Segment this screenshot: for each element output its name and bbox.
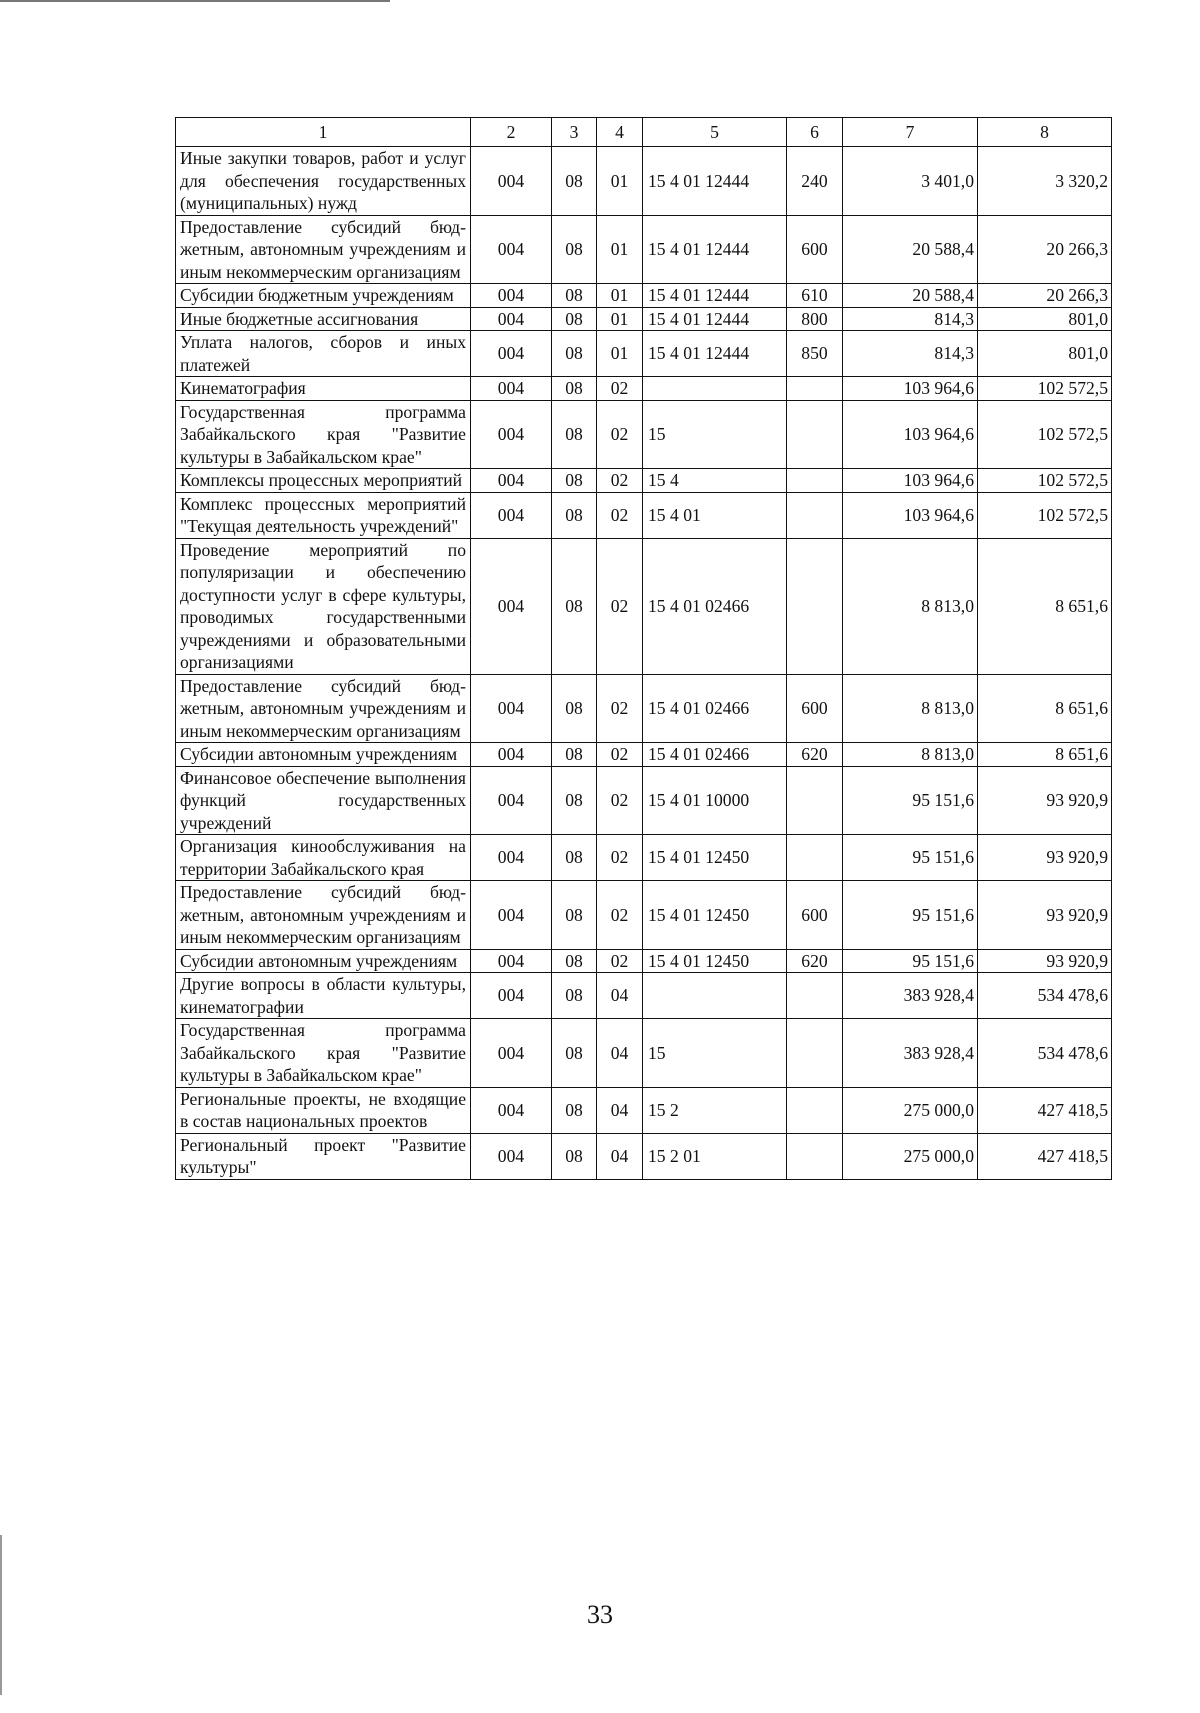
column-header: 6 xyxy=(787,118,843,147)
target-article-cell: 15 4 01 12444 xyxy=(643,147,787,216)
row-name-cell: Региональные проекты, не входящие в состав национальных проектов xyxy=(176,1087,471,1133)
section-code-cell: 08 xyxy=(552,881,597,950)
target-article-cell xyxy=(643,377,787,401)
admin-code-cell: 004 xyxy=(471,538,552,674)
admin-code-cell: 004 xyxy=(471,881,552,950)
subsection-code-cell: 02 xyxy=(597,881,643,950)
amount-year2-cell: 8 651,6 xyxy=(978,674,1112,743)
expense-type-cell: 800 xyxy=(787,307,843,331)
table-row xyxy=(176,307,1112,331)
target-article-cell: 15 4 01 xyxy=(643,492,787,538)
subsection-code-cell: 02 xyxy=(597,674,643,743)
target-article-cell: 15 4 01 12450 xyxy=(643,835,787,881)
row-name-cell: Кинематография xyxy=(176,377,471,401)
section-code-cell: 08 xyxy=(552,949,597,973)
expense-type-cell xyxy=(787,835,843,881)
table-row xyxy=(176,215,1112,284)
table-row xyxy=(176,469,1112,493)
table-row xyxy=(176,766,1112,835)
amount-year2-cell: 534 478,6 xyxy=(978,973,1112,1019)
admin-code-cell: 004 xyxy=(471,674,552,743)
row-name-cell: Иные закупки товаров, работ и услуг для обеспечения государственных (муниципальных) нужд xyxy=(176,147,471,216)
admin-code-cell: 004 xyxy=(471,743,552,767)
section-code-cell: 08 xyxy=(552,377,597,401)
section-code-cell: 08 xyxy=(552,538,597,674)
section-code-cell: 08 xyxy=(552,307,597,331)
amount-year1-cell: 95 151,6 xyxy=(843,881,978,950)
admin-code-cell: 004 xyxy=(471,215,552,284)
amount-year2-cell: 20 266,3 xyxy=(978,215,1112,284)
expense-type-cell xyxy=(787,538,843,674)
subsection-code-cell: 04 xyxy=(597,1087,643,1133)
table-row xyxy=(176,1087,1112,1133)
subsection-code-cell: 04 xyxy=(597,1019,643,1088)
admin-code-cell: 004 xyxy=(471,331,552,377)
expense-type-cell: 600 xyxy=(787,674,843,743)
table-row xyxy=(176,743,1112,767)
section-code-cell: 08 xyxy=(552,743,597,767)
table-row xyxy=(176,400,1112,469)
amount-year1-cell: 275 000,0 xyxy=(843,1133,978,1179)
section-code-cell: 08 xyxy=(552,1087,597,1133)
amount-year2-cell: 102 572,5 xyxy=(978,469,1112,493)
amount-year1-cell: 95 151,6 xyxy=(843,766,978,835)
amount-year2-cell: 93 920,9 xyxy=(978,835,1112,881)
row-name-cell: Предоставление субсидий бюджетным, автономным учреждениям и иным некоммерческим организациям xyxy=(176,674,471,743)
subsection-code-cell: 04 xyxy=(597,1133,643,1179)
admin-code-cell: 004 xyxy=(471,469,552,493)
amount-year2-cell: 8 651,6 xyxy=(978,743,1112,767)
section-code-cell: 08 xyxy=(552,766,597,835)
section-code-cell: 08 xyxy=(552,973,597,1019)
subsection-code-cell: 02 xyxy=(597,400,643,469)
row-name-cell: Другие вопросы в области культуры, кинематографии xyxy=(176,973,471,1019)
amount-year1-cell: 103 964,6 xyxy=(843,469,978,493)
subsection-code-cell: 02 xyxy=(597,743,643,767)
expense-type-cell: 240 xyxy=(787,147,843,216)
target-article-cell: 15 4 01 12444 xyxy=(643,307,787,331)
expense-type-cell xyxy=(787,469,843,493)
admin-code-cell: 004 xyxy=(471,147,552,216)
amount-year1-cell: 8 813,0 xyxy=(843,538,978,674)
row-name-cell: Комплексы процессных мероприятий xyxy=(176,469,471,493)
row-name-cell: Предоставление субсидий бюджетным, автономным учреждениям и иным некоммерческим организациям xyxy=(176,881,471,950)
amount-year2-cell: 102 572,5 xyxy=(978,400,1112,469)
amount-year2-cell: 801,0 xyxy=(978,307,1112,331)
section-code-cell: 08 xyxy=(552,400,597,469)
amount-year1-cell: 8 813,0 xyxy=(843,743,978,767)
amount-year1-cell: 275 000,0 xyxy=(843,1087,978,1133)
admin-code-cell: 004 xyxy=(471,400,552,469)
subsection-code-cell: 01 xyxy=(597,147,643,216)
table-row xyxy=(176,1133,1112,1179)
target-article-cell: 15 4 01 10000 xyxy=(643,766,787,835)
row-name-cell: Уплата налогов, сборов и иных платежей xyxy=(176,331,471,377)
subsection-code-cell: 04 xyxy=(597,973,643,1019)
column-header: 2 xyxy=(471,118,552,147)
section-code-cell: 08 xyxy=(552,674,597,743)
row-name-cell: Субсидии автономным учреждениям xyxy=(176,743,471,767)
row-name-cell: Субсидии бюджетным учреждениям xyxy=(176,284,471,308)
amount-year2-cell: 93 920,9 xyxy=(978,949,1112,973)
column-header: 7 xyxy=(843,118,978,147)
table-row xyxy=(176,835,1112,881)
expense-type-cell: 620 xyxy=(787,743,843,767)
row-name-cell: Организация кинообслуживания на территории Забайкальского края xyxy=(176,835,471,881)
amount-year1-cell: 3 401,0 xyxy=(843,147,978,216)
expense-type-cell: 600 xyxy=(787,215,843,284)
admin-code-cell: 004 xyxy=(471,766,552,835)
subsection-code-cell: 02 xyxy=(597,469,643,493)
amount-year2-cell: 534 478,6 xyxy=(978,1019,1112,1088)
admin-code-cell: 004 xyxy=(471,1019,552,1088)
table-body xyxy=(176,118,1112,1180)
column-header: 4 xyxy=(597,118,643,147)
expense-type-cell xyxy=(787,973,843,1019)
amount-year2-cell: 20 266,3 xyxy=(978,284,1112,308)
amount-year1-cell: 814,3 xyxy=(843,331,978,377)
table-row xyxy=(176,538,1112,674)
expense-type-cell: 600 xyxy=(787,881,843,950)
subsection-code-cell: 02 xyxy=(597,766,643,835)
expense-type-cell: 610 xyxy=(787,284,843,308)
amount-year1-cell: 95 151,6 xyxy=(843,835,978,881)
section-code-cell: 08 xyxy=(552,215,597,284)
row-name-cell: Комплекс процессных мероприятий "Текущая деятельность учреждений" xyxy=(176,492,471,538)
admin-code-cell: 004 xyxy=(471,492,552,538)
row-name-cell: Иные бюджетные ассигнования xyxy=(176,307,471,331)
subsection-code-cell: 01 xyxy=(597,215,643,284)
target-article-cell: 15 4 01 12444 xyxy=(643,215,787,284)
admin-code-cell: 004 xyxy=(471,1087,552,1133)
target-article-cell: 15 4 01 12444 xyxy=(643,331,787,377)
amount-year1-cell: 383 928,4 xyxy=(843,1019,978,1088)
section-code-cell: 08 xyxy=(552,835,597,881)
target-article-cell xyxy=(643,973,787,1019)
expense-type-cell xyxy=(787,1019,843,1088)
admin-code-cell: 004 xyxy=(471,284,552,308)
table-row xyxy=(176,973,1112,1019)
target-article-cell: 15 2 01 xyxy=(643,1133,787,1179)
row-name-cell: Государственная программа Забайкальского края "Развитие культуры в Забайкальском крае" xyxy=(176,1019,471,1088)
target-article-cell: 15 4 01 02466 xyxy=(643,674,787,743)
scan-edge-top xyxy=(0,0,390,2)
expense-type-cell xyxy=(787,492,843,538)
table-row xyxy=(176,492,1112,538)
amount-year2-cell: 102 572,5 xyxy=(978,377,1112,401)
row-name-cell: Государственная программа Забайкальского края "Развитие культуры в Забайкальском крае" xyxy=(176,400,471,469)
expense-type-cell xyxy=(787,400,843,469)
column-header: 3 xyxy=(552,118,597,147)
table-row xyxy=(176,881,1112,950)
amount-year2-cell: 427 418,5 xyxy=(978,1087,1112,1133)
section-code-cell: 08 xyxy=(552,1019,597,1088)
section-code-cell: 08 xyxy=(552,492,597,538)
amount-year1-cell: 383 928,4 xyxy=(843,973,978,1019)
table-row xyxy=(176,284,1112,308)
section-code-cell: 08 xyxy=(552,147,597,216)
subsection-code-cell: 01 xyxy=(597,331,643,377)
section-code-cell: 08 xyxy=(552,331,597,377)
amount-year1-cell: 814,3 xyxy=(843,307,978,331)
row-name-cell: Финансовое обеспечение выполнения функций государственных учреждений xyxy=(176,766,471,835)
expense-type-cell: 850 xyxy=(787,331,843,377)
amount-year2-cell: 93 920,9 xyxy=(978,766,1112,835)
target-article-cell: 15 4 xyxy=(643,469,787,493)
amount-year1-cell: 103 964,6 xyxy=(843,400,978,469)
subsection-code-cell: 02 xyxy=(597,949,643,973)
budget-table xyxy=(175,117,1112,1180)
amount-year2-cell: 8 651,6 xyxy=(978,538,1112,674)
admin-code-cell: 004 xyxy=(471,973,552,1019)
admin-code-cell: 004 xyxy=(471,835,552,881)
section-code-cell: 08 xyxy=(552,469,597,493)
page-number: 33 xyxy=(587,1600,613,1629)
target-article-cell: 15 xyxy=(643,1019,787,1088)
table-row xyxy=(176,949,1112,973)
amount-year2-cell: 93 920,9 xyxy=(978,881,1112,950)
row-name-cell: Проведение мероприятий по популяризации и обеспечению доступности услуг в сфере культуры, проводимых государственными учреждениями и образовательными организациями xyxy=(176,538,471,674)
table-header-row xyxy=(176,118,1112,147)
subsection-code-cell: 01 xyxy=(597,307,643,331)
admin-code-cell: 004 xyxy=(471,949,552,973)
expense-type-cell xyxy=(787,766,843,835)
target-article-cell: 15 4 01 02466 xyxy=(643,538,787,674)
subsection-code-cell: 02 xyxy=(597,835,643,881)
amount-year1-cell: 8 813,0 xyxy=(843,674,978,743)
column-header: 1 xyxy=(176,118,471,147)
target-article-cell: 15 4 01 02466 xyxy=(643,743,787,767)
column-header: 8 xyxy=(978,118,1112,147)
amount-year1-cell: 95 151,6 xyxy=(843,949,978,973)
row-name-cell: Предоставление субсидий бюджетным, автономным учреждениям и иным некоммерческим организациям xyxy=(176,215,471,284)
table-row xyxy=(176,147,1112,216)
target-article-cell: 15 2 xyxy=(643,1087,787,1133)
amount-year2-cell: 427 418,5 xyxy=(978,1133,1112,1179)
admin-code-cell: 004 xyxy=(471,1133,552,1179)
table-row xyxy=(176,674,1112,743)
row-name-cell: Региональный проект "Развитие культуры" xyxy=(176,1133,471,1179)
target-article-cell: 15 4 01 12450 xyxy=(643,881,787,950)
table-row xyxy=(176,1019,1112,1088)
admin-code-cell: 004 xyxy=(471,377,552,401)
expense-type-cell xyxy=(787,377,843,401)
expense-type-cell xyxy=(787,1133,843,1179)
target-article-cell: 15 xyxy=(643,400,787,469)
subsection-code-cell: 02 xyxy=(597,538,643,674)
admin-code-cell: 004 xyxy=(471,307,552,331)
row-name-cell: Субсидии автономным учреждениям xyxy=(176,949,471,973)
subsection-code-cell: 02 xyxy=(597,377,643,401)
amount-year2-cell: 102 572,5 xyxy=(978,492,1112,538)
column-header: 5 xyxy=(643,118,787,147)
amount-year2-cell: 3 320,2 xyxy=(978,147,1112,216)
target-article-cell: 15 4 01 12450 xyxy=(643,949,787,973)
table-row xyxy=(176,377,1112,401)
target-article-cell: 15 4 01 12444 xyxy=(643,284,787,308)
amount-year1-cell: 103 964,6 xyxy=(843,492,978,538)
section-code-cell: 08 xyxy=(552,1133,597,1179)
amount-year2-cell: 801,0 xyxy=(978,331,1112,377)
amount-year1-cell: 20 588,4 xyxy=(843,284,978,308)
amount-year1-cell: 103 964,6 xyxy=(843,377,978,401)
expense-type-cell xyxy=(787,1087,843,1133)
table-row xyxy=(176,331,1112,377)
amount-year1-cell: 20 588,4 xyxy=(843,215,978,284)
subsection-code-cell: 01 xyxy=(597,284,643,308)
section-code-cell: 08 xyxy=(552,284,597,308)
expense-type-cell: 620 xyxy=(787,949,843,973)
subsection-code-cell: 02 xyxy=(597,492,643,538)
